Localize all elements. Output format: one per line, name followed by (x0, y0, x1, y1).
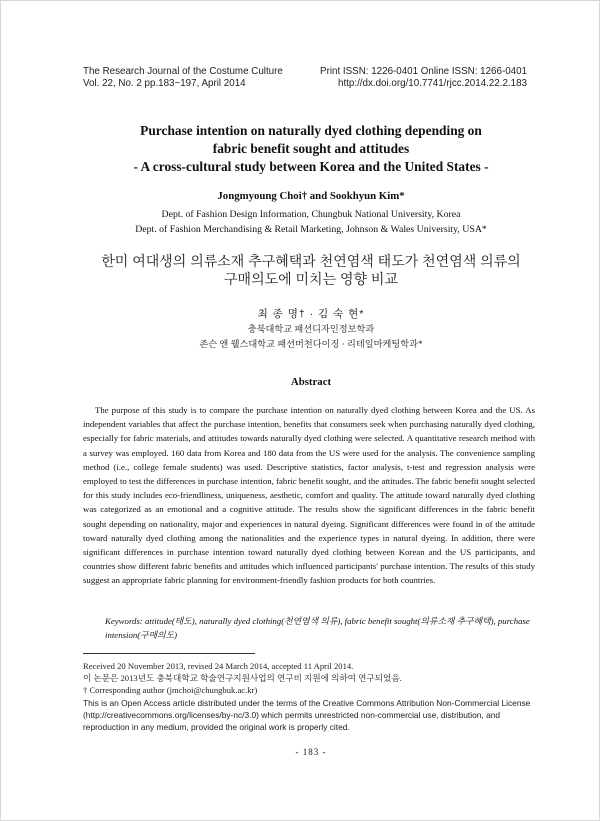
affiliation-1: Dept. of Fashion Design Information, Chungbuk National University, Korea (161, 209, 461, 220)
author-names: Jongmyoung Choi† and Sookhyun Kim* (217, 190, 405, 202)
korean-affiliations (61, 322, 561, 352)
korean-affiliation-1: 충북대학교 패션디자인정보학과 (247, 324, 375, 334)
subtitle: - A cross-cultural study between Korea and the United States - (133, 159, 489, 174)
keywords: Keywords: attitude(태도), naturally dyed clothing(천연염색 의류), fabric benefit sought(의류소재 추구혜택), purchase intension(구매의도) (105, 616, 530, 640)
footnotes (83, 660, 543, 733)
issn: Print ISSN: 1226-0401 Online ISSN: 1266-0401 (320, 66, 527, 77)
abstract-heading: Abstract (290, 376, 332, 388)
korean-author-names: 최 종 명† · 김 숙 현* (257, 308, 365, 320)
journal-header-right (320, 66, 527, 90)
journal-header-left (83, 66, 283, 90)
korean-title (61, 252, 561, 288)
korean-title-line-1: 한미 여대생의 의류소재 추구혜택과 천연염색 태도가 천연염색 의류의 (101, 253, 521, 269)
funding-note: 이 논문은 2013년도 충북대학교 학술연구지원사업의 연구비 지원에 의하여 연구되었음. (83, 673, 402, 684)
corresponding-author: † Corresponding author (jmchoi@chungbuk.ac.kr) (83, 685, 258, 696)
received-dates: Received 20 November 2013, revised 24 March 2014, accepted 11 April 2014. (83, 661, 354, 671)
korean-affiliation-2: 존슨 앤 웰스대학교 패션머천다이징 · 리테일마케팅학과* (199, 339, 423, 349)
abstract-text: The purpose of this study is to compare the purchase intention on naturally dyed clothing between Korea and the US. As independent variables that affect the purchase intention, benefits that consumers seek when purchasing naturally dyed clothing, especially for fabric materials, and attitudes towards naturally dyed clothing were selected. A quantitative research method with a survey was employed. 160 data from Korea and 180 data from the US were used for the analysis. The convenience sampling method (i.e., college female students) was used. Descriptive statistics, factor analysis, t-test and regression analysis were employed to test the differences in purchase intention, fabric benefit sought, and the attitudes. The fabric benefit sought selected for this study includes eco-friendliness, uniqueness, aesthetic, comfort and quality. The attitude toward naturally dyed clothing was categorized as an emotional and a cognitive attitude. The results show the significant differences in the fabric benefit sought depending on nationality, major and experiences in natural dyeing. Significant differences were found in of the attitude toward naturally dyed clothing among the nationalities and the experience types in natural dyeing. In addition, there were significant differences in purchase intention toward naturally dyed clothing between Korean and the US participants, and countries show different fabric benefits and attitudes which influenced participants' purchase intention. The results of this study suggest an appropriate fabric planning for environment-friendly fashion products for both countries. (83, 405, 535, 586)
title-line-2: fabric benefit sought and attitudes (212, 141, 410, 156)
title-line-1: Purchase intention on naturally dyed clothing depending on (140, 123, 482, 138)
journal-name: The Research Journal of the Costume Culture (83, 66, 283, 77)
open-access-notice: This is an Open Access article distributed under the terms of the Creative Commons Attribution Non-Commercial License (http://creativecommons.org/licenses/by-nc/3.0) which permits unrestricted non-commercial use, distribution, and reproduction in any medium, provided the original work is properly cited. (83, 697, 531, 732)
paper-title (61, 122, 561, 176)
author-affiliations (61, 207, 561, 237)
doi-link[interactable]: http://dx.doi.org/10.7741/rjcc.2014.22.2.183 (338, 78, 527, 89)
affiliation-2: Dept. of Fashion Merchandising & Retail Marketing, Johnson & Wales University, USA* (135, 224, 487, 235)
footnote-divider (83, 653, 255, 654)
page-number: - 183 - (295, 747, 327, 757)
volume-info: Vol. 22, No. 2 pp.183~197, April 2014 (83, 78, 246, 89)
korean-title-line-2: 구매의도에 미치는 영향 비교 (224, 271, 398, 287)
